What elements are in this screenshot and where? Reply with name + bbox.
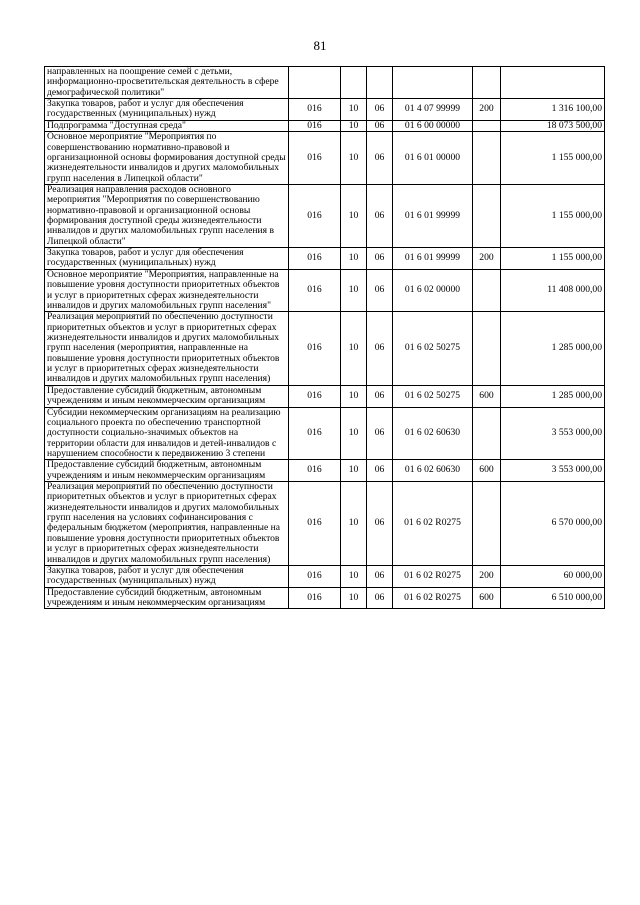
- budget-table-body: [45, 67, 605, 609]
- subsection-cell: 06: [367, 99, 393, 121]
- target-article-cell: 01 6 02 60630: [393, 407, 473, 460]
- subsection-cell: [367, 67, 393, 99]
- table-row: [45, 460, 605, 482]
- amount-cell: 1 155 000,00: [501, 184, 605, 247]
- expense-name-cell: Закупка товаров, работ и услуг для обеспечения государственных (муниципальных) нужд: [45, 248, 289, 270]
- expense-name-cell: Реализация направления расходов основного мероприятия "Мероприятия по совершенствованию нормативно-правовой и организационной основы формирования доступной среды жизнедеятельности инвалидов и других маломобильных групп населения в Липецкой области": [45, 184, 289, 247]
- expense-type-cell: [473, 67, 501, 99]
- target-article-cell: 01 6 01 00000: [393, 132, 473, 185]
- expense-type-cell: 600: [473, 385, 501, 407]
- subsection-cell: 06: [367, 120, 393, 131]
- budget-table: [44, 66, 605, 609]
- amount-cell: 6 510 000,00: [501, 587, 605, 609]
- section-cell: 10: [341, 99, 367, 121]
- target-article-cell: [393, 67, 473, 99]
- table-row: [45, 587, 605, 609]
- amount-cell: 60 000,00: [501, 565, 605, 587]
- table-row: [45, 67, 605, 99]
- admin-code-cell: 016: [289, 482, 341, 566]
- target-article-cell: 01 6 02 R0275: [393, 482, 473, 566]
- expense-name-cell: Предоставление субсидий бюджетным, автономным учреждениям и иным некоммерческим организациям: [45, 385, 289, 407]
- subsection-cell: 06: [367, 184, 393, 247]
- expense-type-cell: 200: [473, 248, 501, 270]
- target-article-cell: 01 6 02 R0275: [393, 565, 473, 587]
- amount-cell: 3 553 000,00: [501, 407, 605, 460]
- subsection-cell: 06: [367, 482, 393, 566]
- expense-type-cell: [473, 407, 501, 460]
- section-cell: 10: [341, 248, 367, 270]
- table-row: [45, 248, 605, 270]
- section-cell: [341, 67, 367, 99]
- expense-type-cell: [473, 120, 501, 131]
- admin-code-cell: [289, 67, 341, 99]
- expense-type-cell: 600: [473, 587, 501, 609]
- amount-cell: 1 285 000,00: [501, 385, 605, 407]
- admin-code-cell: 016: [289, 99, 341, 121]
- amount-cell: 1 155 000,00: [501, 248, 605, 270]
- section-cell: 10: [341, 385, 367, 407]
- table-row: [45, 184, 605, 247]
- admin-code-cell: 016: [289, 269, 341, 311]
- section-cell: 10: [341, 269, 367, 311]
- expense-type-cell: 600: [473, 460, 501, 482]
- expense-name-cell: Основное мероприятие "Мероприятия по совершенствованию нормативно-правовой и организационной основы формирования доступной среды жизнедеятельности инвалидов и других маломобильных групп населения в Липецкой области": [45, 132, 289, 185]
- expense-type-cell: [473, 312, 501, 386]
- table-row: [45, 407, 605, 460]
- subsection-cell: 06: [367, 132, 393, 185]
- amount-cell: 1 316 100,00: [501, 99, 605, 121]
- page-number: 81: [313, 38, 327, 53]
- subsection-cell: 06: [367, 587, 393, 609]
- section-cell: 10: [341, 482, 367, 566]
- target-article-cell: 01 6 00 00000: [393, 120, 473, 131]
- table-row: [45, 565, 605, 587]
- amount-cell: 1 285 000,00: [501, 312, 605, 386]
- subsection-cell: 06: [367, 269, 393, 311]
- section-cell: 10: [341, 120, 367, 131]
- target-article-cell: 01 4 07 99999: [393, 99, 473, 121]
- section-cell: 10: [341, 460, 367, 482]
- expense-type-cell: [473, 132, 501, 185]
- expense-name-cell: Субсидии некоммерческим организациям на реализацию социального проекта по обеспечению транспортной доступности социально-значимых объектов на территории области для инвалидов и детей-инвалидов с нарушением способности к передвижению 3 степени: [45, 407, 289, 460]
- target-article-cell: 01 6 01 99999: [393, 184, 473, 247]
- admin-code-cell: 016: [289, 385, 341, 407]
- expense-type-cell: [473, 482, 501, 566]
- amount-cell: [501, 67, 605, 99]
- expense-type-cell: 200: [473, 99, 501, 121]
- admin-code-cell: 016: [289, 565, 341, 587]
- admin-code-cell: 016: [289, 407, 341, 460]
- admin-code-cell: 016: [289, 184, 341, 247]
- subsection-cell: 06: [367, 385, 393, 407]
- table-row: [45, 482, 605, 566]
- subsection-cell: 06: [367, 248, 393, 270]
- subsection-cell: 06: [367, 565, 393, 587]
- expense-name-cell: Закупка товаров, работ и услуг для обеспечения государственных (муниципальных) нужд: [45, 565, 289, 587]
- subsection-cell: 06: [367, 312, 393, 386]
- amount-cell: 6 570 000,00: [501, 482, 605, 566]
- admin-code-cell: 016: [289, 460, 341, 482]
- section-cell: 10: [341, 184, 367, 247]
- table-row: [45, 385, 605, 407]
- section-cell: 10: [341, 587, 367, 609]
- admin-code-cell: 016: [289, 312, 341, 386]
- subsection-cell: 06: [367, 460, 393, 482]
- table-row: [45, 312, 605, 386]
- target-article-cell: 01 6 02 50275: [393, 385, 473, 407]
- amount-cell: 11 408 000,00: [501, 269, 605, 311]
- expense-name-cell: Предоставление субсидий бюджетным, автономным учреждениям и иным некоммерческим организациям: [45, 460, 289, 482]
- admin-code-cell: 016: [289, 587, 341, 609]
- section-cell: 10: [341, 565, 367, 587]
- expense-type-cell: [473, 184, 501, 247]
- section-cell: 10: [341, 407, 367, 460]
- table-row: [45, 269, 605, 311]
- amount-cell: 1 155 000,00: [501, 132, 605, 185]
- expense-name-cell: Основное мероприятие "Мероприятия, направленные на повышение уровня доступности приоритетных объектов и услуг в приоритетных сферах жизнедеятельности инвалидов и других маломобильных групп населения": [45, 269, 289, 311]
- expense-name-cell: Реализация мероприятий по обеспечению доступности приоритетных объектов и услуг в приоритетных сферах жизнедеятельности инвалидов и других маломобильных групп населения на условиях софинансирования с федеральным бюджетом (мероприятия, направленные на повышение уровня доступности приоритетных объектов и услуг в приоритетных сферах жизнедеятельности инвалидов и других маломобильных групп населения): [45, 482, 289, 566]
- table-row: [45, 120, 605, 131]
- section-cell: 10: [341, 312, 367, 386]
- admin-code-cell: 016: [289, 248, 341, 270]
- expense-name-cell: Реализация мероприятий по обеспечению доступности приоритетных объектов и услуг в приоритетных сферах жизнедеятельности инвалидов и других маломобильных групп населения (мероприятия, направленные на повышение уровня доступности приоритетных объектов и услуг в приоритетных сферах жизнедеятельности инвалидов и других маломобильных групп населения): [45, 312, 289, 386]
- expense-name-cell: Закупка товаров, работ и услуг для обеспечения государственных (муниципальных) нужд: [45, 99, 289, 121]
- table-row: [45, 132, 605, 185]
- expense-name-cell: направленных на поощрение семей с детьми, информационно-просветительская деятельность в сфере демографической политики": [45, 67, 289, 99]
- target-article-cell: 01 6 02 00000: [393, 269, 473, 311]
- section-cell: 10: [341, 132, 367, 185]
- expense-type-cell: 200: [473, 565, 501, 587]
- admin-code-cell: 016: [289, 132, 341, 185]
- target-article-cell: 01 6 02 50275: [393, 312, 473, 386]
- target-article-cell: 01 6 02 R0275: [393, 587, 473, 609]
- target-article-cell: 01 6 01 99999: [393, 248, 473, 270]
- expense-name-cell: Предоставление субсидий бюджетным, автономным учреждениям и иным некоммерческим организациям: [45, 587, 289, 609]
- subsection-cell: 06: [367, 407, 393, 460]
- target-article-cell: 01 6 02 60630: [393, 460, 473, 482]
- amount-cell: 18 073 500,00: [501, 120, 605, 131]
- amount-cell: 3 553 000,00: [501, 460, 605, 482]
- admin-code-cell: 016: [289, 120, 341, 131]
- table-row: [45, 99, 605, 121]
- expense-type-cell: [473, 269, 501, 311]
- expense-name-cell: Подпрограмма "Доступная среда": [45, 120, 289, 131]
